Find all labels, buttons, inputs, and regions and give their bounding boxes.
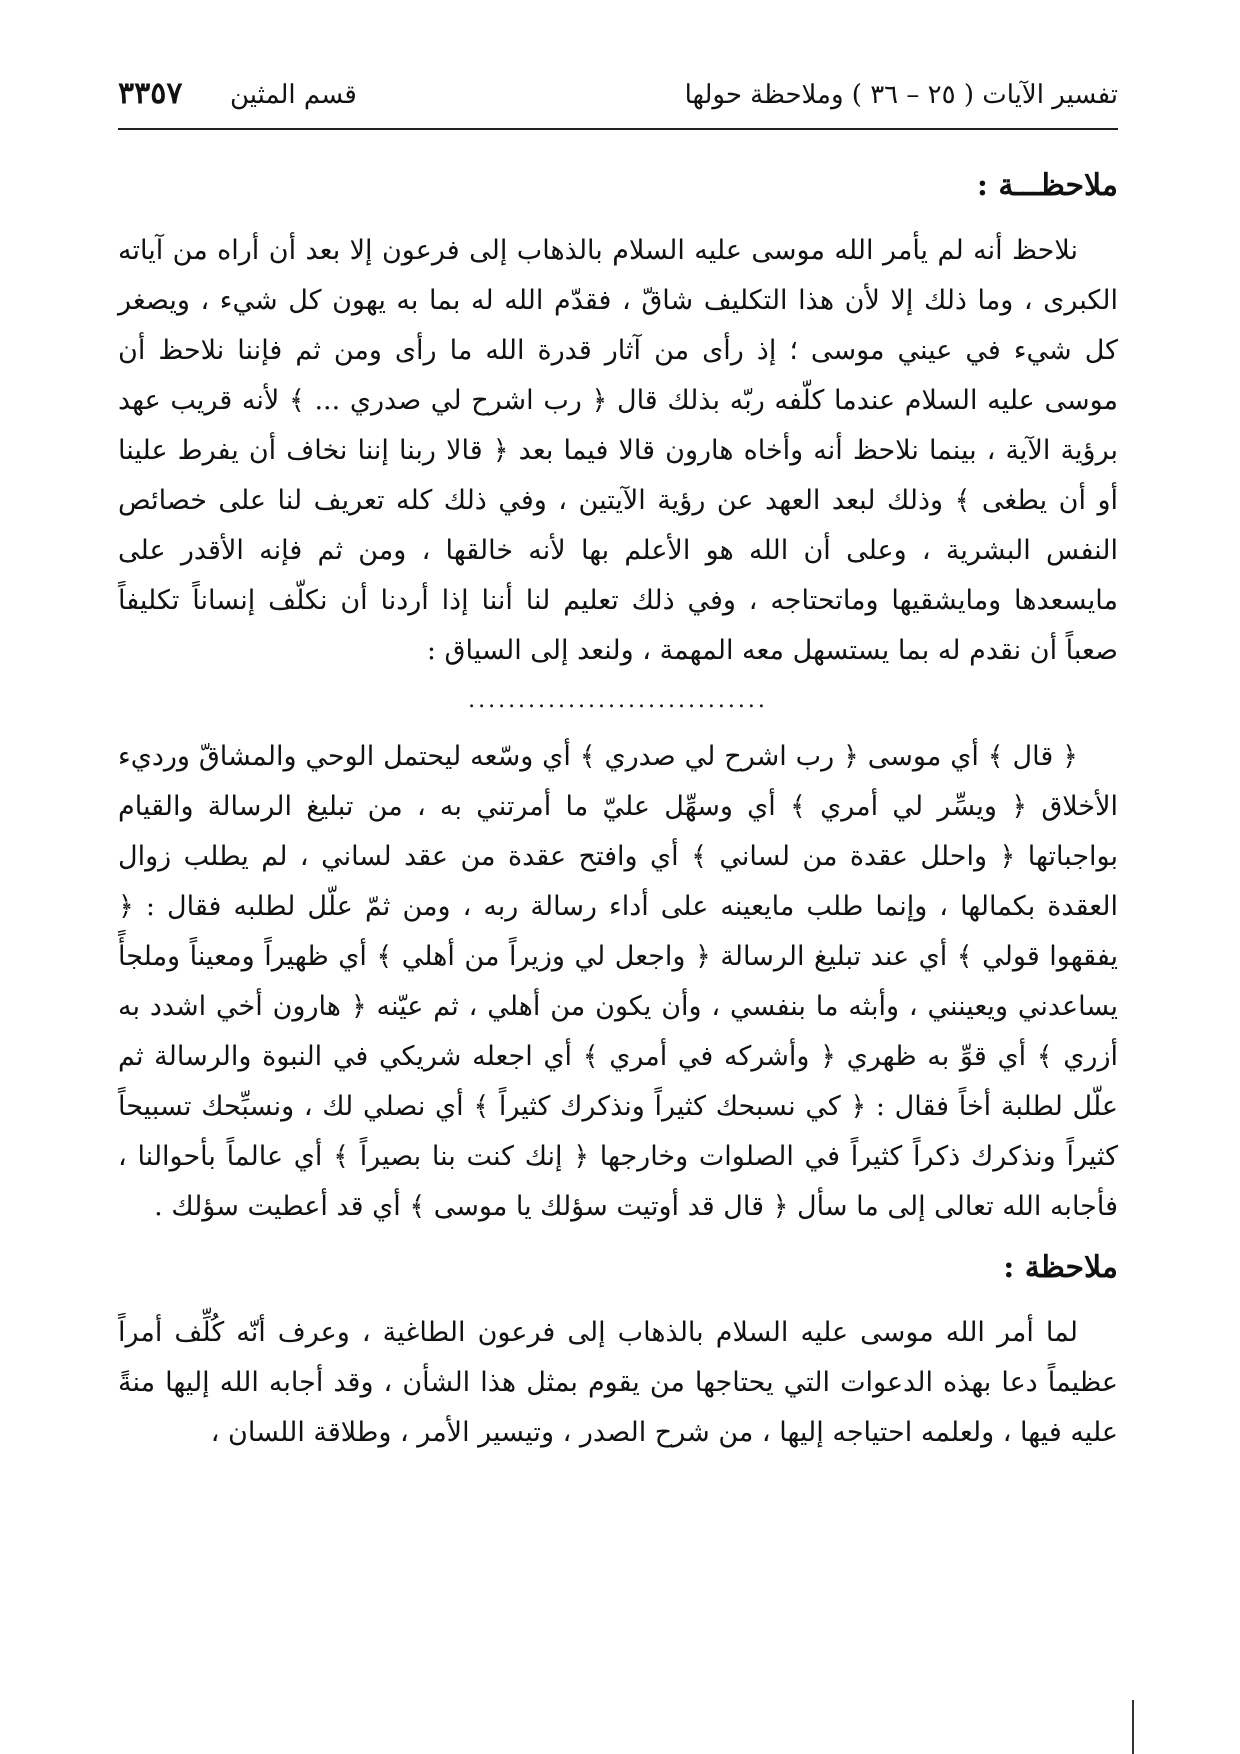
note-heading-2: ملاحظة : [1003, 1250, 1118, 1285]
book-page [118, 70, 1118, 1710]
tafsir-paragraph: ﴿ قال ﴾ أي موسى ﴿ رب اشرح لي صدري ﴾ أي وسّعه ليحتمل الوحي والمشاقّ ورديء الأخلاق ﴿ ويسِّر لي أمري ﴾ أي وسهِّل عليّ ما أمرتني به ، من تبليغ الرسالة والقيام بواجباتها ﴿ واحلل عقدة من لساني ﴾ أي وافتح عقدة من عقد لساني ، لم يطلب زوال العقدة بكمالها ، وإنما طلب مايعينه على أداء رسالة ربه ، ومن ثمّ علّل لطلبه فقال : ﴿ يفقهوا قولي ﴾ أي عند تبليغ الرسالة ﴿ واجعل لي وزيراً من أهلي ﴾ أي ظهيراً ومعيناً وملجأً يساعدني ويعينني ، وأبثه ما بنفسي ، وأن يكون من أهلي ، ثم عيّنه ﴿ هارون أخي اشدد به أزري ﴾ أي قوِّ به ظهري ﴿ وأشركه في أمري ﴾ أي اجعله شريكي في النبوة والرسالة ثم علّل لطلبة أخاً فقال : ﴿ كي نسبحك كثيراً ونذكرك كثيراً ﴾ أي نصلي لك ، ونسبِّحك تسبيحاً كثيراً ونذكرك ذكراً كثيراً في الصلوات وخارجها ﴿ إنك كنت بنا بصيراً ﴾ أي عالماً بأحوالنا ، فأجابه الله تعالى إلى ما سأل ﴿ قال قد أوتيت سؤلك يا موسى ﴾ أي قد أعطيت سؤلك . [118, 741, 1118, 1222]
page-content [118, 160, 1118, 1468]
section-title: قسم المثين [230, 80, 357, 110]
note-paragraph-1: نلاحظ أنه لم يأمر الله موسى عليه السلام بالذهاب إلى فرعون إلا بعد أن أراه من آياته الكبرى ، وما ذلك إلا لأن هذا التكليف شاقّ ، فقدّم الله له بما به يهون كل شيء ، ويصغر كل شيء في عيني موسى ؛ إذ رأى من آثار قدرة الله ما رأى ومن ثم فإننا نلاحظ أن موسى عليه السلام عندما كلّفه ربّه بذلك قال ﴿ رب اشرح لي صدري ... ﴾ لأنه قريب عهد برؤية الآية ، بينما نلاحظ أنه وأخاه هارون قالا فيما بعد ﴿ قالا ربنا إننا نخاف أن يفرط علينا أو أن يطغى ﴾ وذلك لبعد العهد عن رؤية الآيتين ، وفي ذلك كله تعريف لنا على خصائص النفس البشرية ، وعلى أن الله هو الأعلم بها لأنه خالقها ، ومن ثم فإنه الأقدر على مايسعدها ومايشقيها وماتحتاجه ، وفي ذلك تعليم لنا أننا إذا أردنا أن نكلّف إنساناً تكليفاً صعباً أن نقدم له بما يستسهل معه المهمة ، ولنعد إلى السياق : [118, 235, 1118, 666]
page-header [118, 70, 1118, 130]
running-title: تفسير الآيات ( ٢٥ – ٣٦ ) وملاحظة حولها [684, 80, 1118, 110]
page-number: ٣٣٥٧ [118, 76, 183, 111]
dotted-separator: .............................. [468, 688, 768, 713]
note-paragraph-2: لما أمر الله موسى عليه السلام بالذهاب إلى فرعون الطاغية ، وعرف أنّه كُلِّف أمراً عظيماً دعا بهذه الدعوات التي يحتاجها من يقوم بمثل هذا الشأن ، وقد أجابه الله إليها منةً عليه فيها ، ولعلمه احتياجه إليها ، من شرح الصدر ، وتيسير الأمر ، وطلاقة اللسان ، [118, 1317, 1118, 1448]
note-heading-1: ملاحظـــة : [976, 168, 1118, 203]
page-edge-mark [1132, 1700, 1134, 1754]
